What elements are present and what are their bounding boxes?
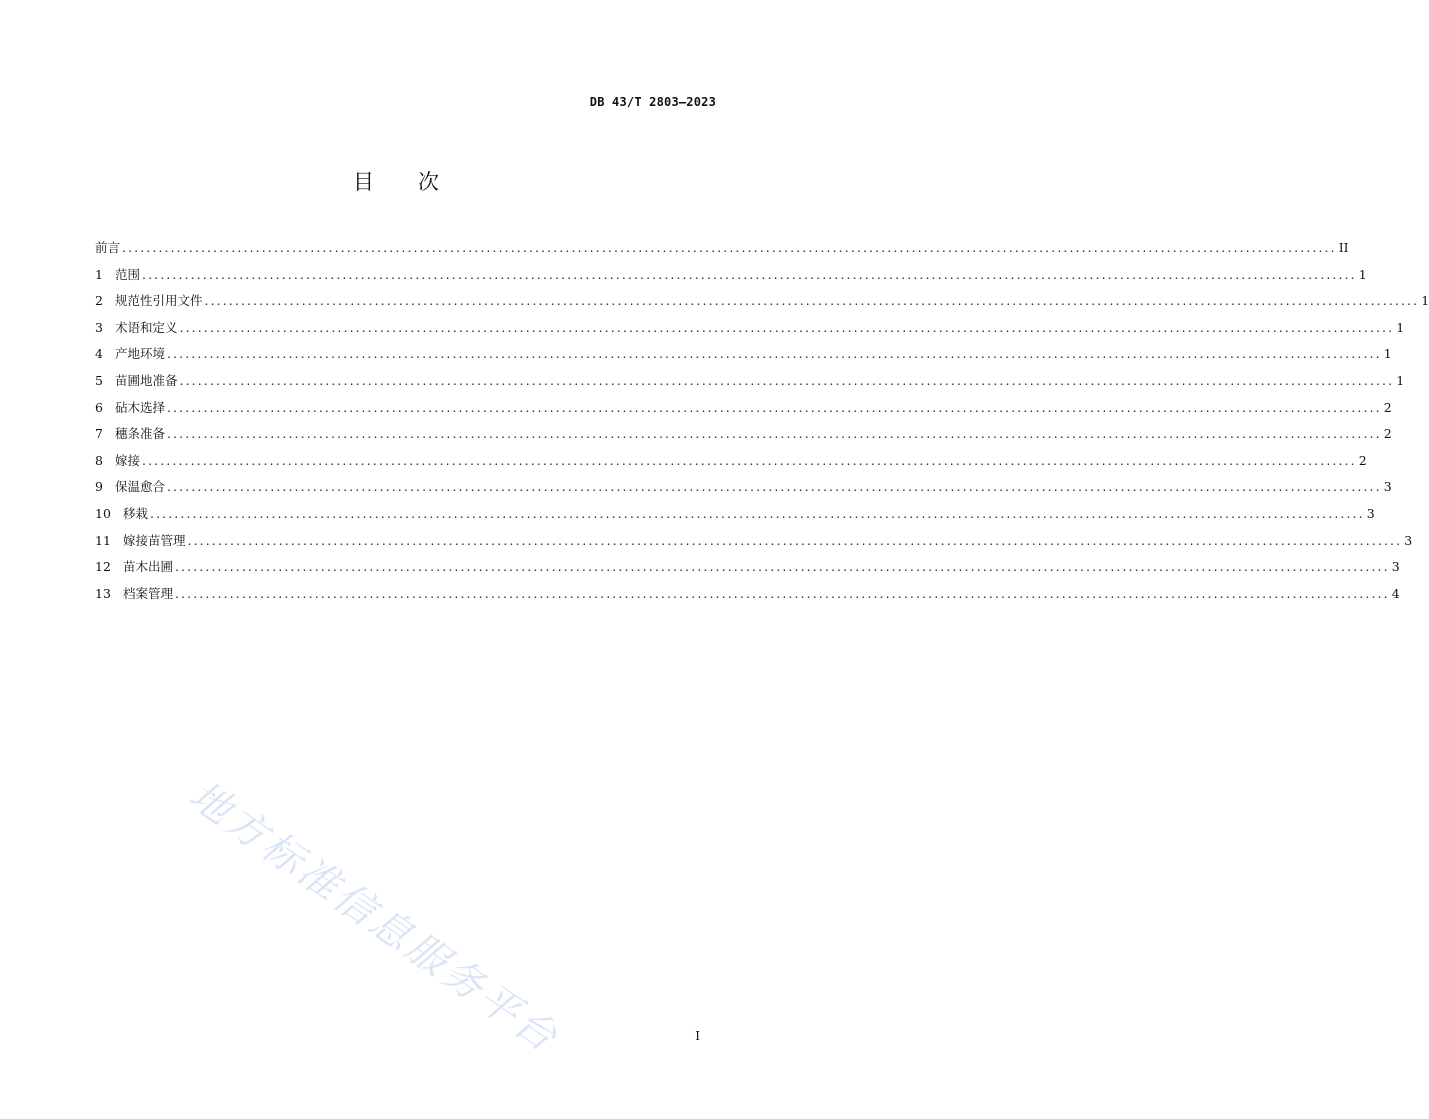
- dot-leader: ........................................................................................................................................................................................................: [122, 240, 1337, 255]
- toc-entry[interactable]: [95, 424, 1392, 451]
- dot-leader: ........................................................................................................................................................................................................: [175, 559, 1390, 575]
- dot-leader: ........................................................................................................................................................................................................: [187, 532, 1403, 548]
- toc-number: 8: [95, 452, 103, 468]
- toc-entry[interactable]: [95, 344, 1392, 371]
- toc-number: 6: [95, 399, 103, 415]
- toc-number: 13: [95, 585, 111, 601]
- toc-entry[interactable]: [95, 504, 1375, 531]
- watermark: 地方标准信息服务平台: [180, 772, 568, 1063]
- toc-entry[interactable]: [95, 291, 1429, 318]
- toc-entry[interactable]: [95, 371, 1405, 398]
- toc-entry[interactable]: [95, 398, 1392, 425]
- table-of-contents: [95, 238, 1429, 610]
- toc-number: 7: [95, 426, 103, 442]
- toc-page-number: 1: [1358, 266, 1367, 282]
- document-id: DB 43/T 2803—2023: [589, 95, 716, 109]
- toc-entry[interactable]: [95, 584, 1400, 611]
- toc-label: 保温愈合: [115, 479, 166, 495]
- toc-page-number: 1: [1396, 319, 1405, 335]
- toc-page-number: II: [1338, 240, 1349, 255]
- toc-entry[interactable]: [95, 451, 1367, 478]
- dot-leader: ........................................................................................................................................................................................................: [167, 346, 1382, 362]
- toc-label: 前言: [95, 240, 121, 255]
- dot-leader: ........................................................................................................................................................................................................: [142, 452, 1357, 468]
- dot-leader: ........................................................................................................................................................................................................: [142, 266, 1357, 282]
- toc-number: 12: [95, 559, 111, 575]
- toc-label: 档案管理: [123, 585, 174, 601]
- dot-leader: ........................................................................................................................................................................................................: [167, 426, 1382, 442]
- toc-label: 产地环境: [115, 346, 166, 362]
- dot-leader: ........................................................................................................................................................................................................: [167, 479, 1382, 495]
- toc-entry[interactable]: [95, 265, 1367, 292]
- page-number: I: [695, 1029, 700, 1043]
- toc-page-number: 3: [1383, 479, 1392, 495]
- toc-label: 穗条准备: [115, 426, 166, 442]
- dot-leader: ........................................................................................................................................................................................................: [204, 293, 1420, 309]
- toc-label: 嫁接苗管理: [123, 532, 186, 548]
- toc-page-number: 1: [1396, 372, 1405, 388]
- toc-number: 11: [95, 532, 111, 548]
- toc-label: 砧木选择: [115, 399, 166, 415]
- toc-label: 移栽: [123, 505, 149, 521]
- toc-label: 规范性引用文件: [115, 293, 203, 309]
- toc-label: 嫁接: [115, 452, 141, 468]
- dot-leader: ........................................................................................................................................................................................................: [175, 585, 1390, 601]
- toc-entry[interactable]: [95, 318, 1405, 345]
- toc-page-number: 2: [1383, 399, 1392, 415]
- toc-label: 苗圃地准备: [115, 372, 178, 388]
- toc-page-number: 4: [1391, 585, 1400, 601]
- toc-page-number: 3: [1404, 532, 1413, 548]
- toc-number: 10: [95, 505, 111, 521]
- toc-entry[interactable]: [95, 531, 1413, 558]
- toc-number: 1: [95, 266, 103, 282]
- toc-number: 4: [95, 346, 103, 362]
- dot-leader: ........................................................................................................................................................................................................: [150, 505, 1365, 521]
- toc-entry[interactable]: [95, 477, 1392, 504]
- toc-label: 术语和定义: [115, 319, 178, 335]
- toc-number: 9: [95, 479, 103, 495]
- page-title: 目次: [353, 170, 483, 194]
- toc-entry[interactable]: [95, 238, 1349, 265]
- toc-page-number: 1: [1421, 293, 1429, 309]
- toc-page-number: 3: [1366, 505, 1375, 521]
- dot-leader: ........................................................................................................................................................................................................: [179, 319, 1395, 335]
- dot-leader: ........................................................................................................................................................................................................: [167, 399, 1382, 415]
- toc-entry[interactable]: [95, 557, 1400, 584]
- toc-page-number: 1: [1383, 346, 1392, 362]
- toc-page-number: 2: [1383, 426, 1392, 442]
- toc-label: 范围: [115, 266, 141, 282]
- toc-page-number: 3: [1391, 559, 1400, 575]
- toc-page-number: 2: [1358, 452, 1367, 468]
- dot-leader: ........................................................................................................................................................................................................: [179, 372, 1395, 388]
- toc-label: 苗木出圃: [123, 559, 174, 575]
- toc-number: 3: [95, 319, 103, 335]
- toc-number: 5: [95, 372, 103, 388]
- toc-number: 2: [95, 293, 103, 309]
